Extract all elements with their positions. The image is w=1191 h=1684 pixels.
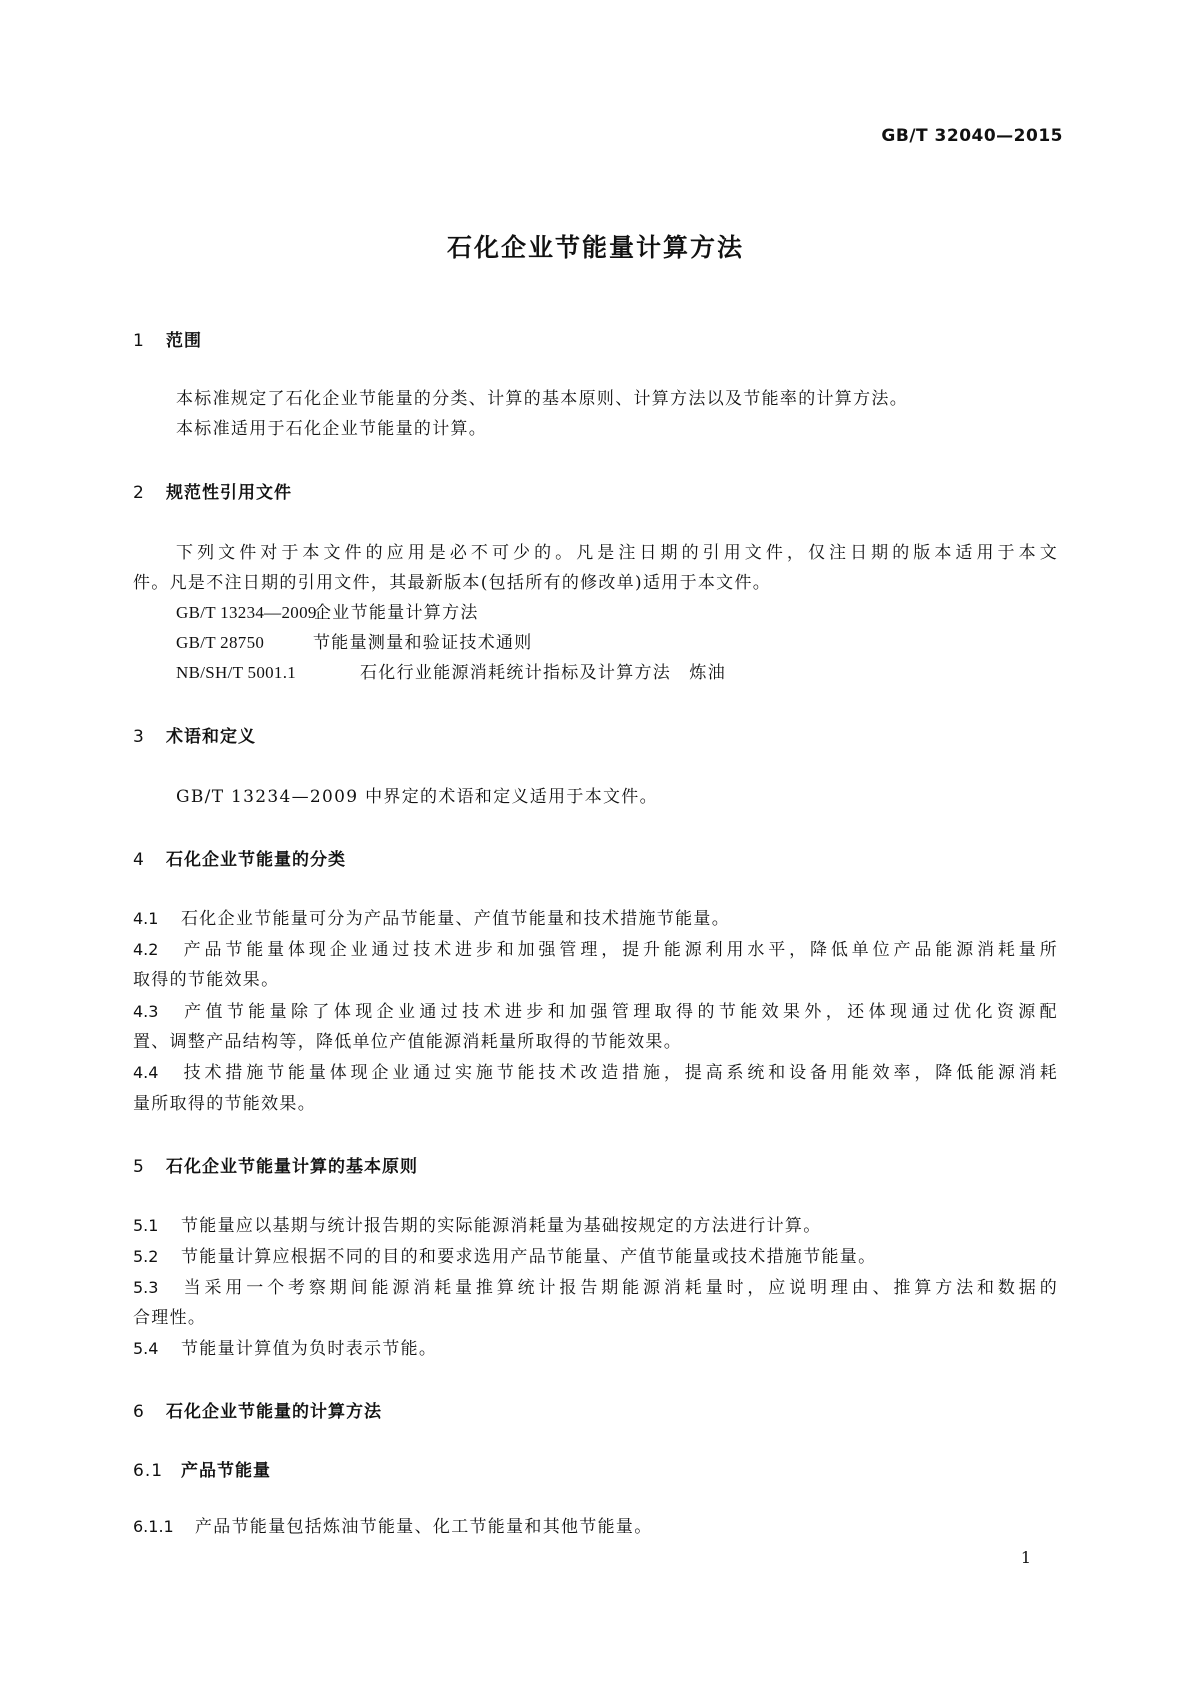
clause-5-3-continued: 合理性。 [133, 1308, 207, 1328]
section-5-heading [133, 1152, 418, 1177]
section-2-heading [133, 478, 292, 503]
section-1-heading [133, 326, 202, 351]
section-3-paragraph: GB/T 13234—2009 中界定的术语和定义适用于本文件。 [176, 787, 658, 807]
clause-text: 石化企业节能量可分为产品节能量、产值节能量和技术措施节能量。 [181, 909, 730, 929]
clause-4-4-continued: 量所取得的节能效果。 [133, 1094, 316, 1114]
clause-5-3 [133, 1273, 1058, 1298]
reference-title: 企业节能量计算方法 [314, 603, 479, 623]
clause-number: 4.1 [133, 909, 159, 928]
clause-text: 技术措施节能量体现企业通过实施节能技术改造措施，提高系统和设备用能效率，降低能源消耗 [181, 1063, 1058, 1083]
reference-item [176, 598, 479, 623]
section-number: 3 [133, 727, 145, 747]
clause-number: 5.4 [133, 1339, 159, 1358]
section-3-heading [133, 722, 256, 747]
clause-text: 节能量计算值为负时表示节能。 [181, 1339, 438, 1359]
clause-4-4 [133, 1058, 1058, 1083]
clause-text: 当采用一个考察期间能源消耗量推算统计报告期能源消耗量时，应说明理由、推算方法和数据的 [181, 1278, 1058, 1298]
subsection-6-1-heading [133, 1456, 271, 1481]
clause-number: 5.3 [133, 1278, 159, 1297]
clause-5-2 [133, 1242, 876, 1267]
clause-text: 节能量计算应根据不同的目的和要求选用产品节能量、产值节能量或技术措施节能量。 [181, 1247, 877, 1267]
reference-title: 石化行业能源消耗统计指标及计算方法 炼油 [360, 663, 726, 683]
clause-6-1-1 [133, 1512, 653, 1537]
clause-4-2-continued: 取得的节能效果。 [133, 970, 280, 990]
section-title: 范围 [166, 331, 202, 351]
clause-number: 4.2 [133, 940, 159, 959]
subsection-number: 6.1 [133, 1461, 164, 1481]
section-number: 6 [133, 1402, 145, 1422]
clause-number: 4.4 [133, 1063, 159, 1082]
reference-item [176, 658, 726, 683]
section-number: 2 [133, 483, 145, 503]
section-number: 5 [133, 1157, 145, 1177]
section-number: 4 [133, 850, 145, 870]
clause-number: 4.3 [133, 1002, 159, 1021]
section-1-paragraph-2: 本标准适用于石化企业节能量的计算。 [176, 419, 488, 439]
section-title: 石化企业节能量的计算方法 [166, 1402, 382, 1422]
section-1-paragraph-1: 本标准规定了石化企业节能量的分类、计算的基本原则、计算方法以及节能率的计算方法。 [176, 389, 908, 409]
reference-code: NB/SH/T 5001.1 [176, 663, 297, 682]
standard-code: GB/T 32040—2015 [881, 126, 1063, 146]
section-number: 1 [133, 331, 145, 351]
section-title: 术语和定义 [166, 727, 256, 747]
clause-number: 5.2 [133, 1247, 159, 1266]
reference-code: GB/T 28750 [176, 633, 265, 652]
section-4-heading [133, 845, 346, 870]
clause-text: 产值节能量除了体现企业通过技术进步和加强管理取得的节能效果外，还体现通过优化资源配 [181, 1002, 1058, 1022]
clause-text: 产品节能量体现企业通过技术进步和加强管理，提升能源利用水平，降低单位产品能源消耗量所 [181, 940, 1058, 960]
reference-item [176, 628, 533, 653]
section-6-heading [133, 1397, 382, 1422]
clause-5-1 [133, 1211, 822, 1236]
subsection-title: 产品节能量 [181, 1461, 271, 1481]
clause-5-4 [133, 1334, 437, 1359]
page-number: 1 [1020, 1548, 1031, 1567]
section-title: 规范性引用文件 [166, 483, 292, 503]
section-title: 石化企业节能量计算的基本原则 [166, 1157, 418, 1177]
section-2-paragraph-line-2: 件。凡是不注日期的引用文件，其最新版本(包括所有的修改单)适用于本文件。 [133, 573, 772, 593]
clause-4-3-continued: 置、调整产品结构等，降低单位产值能源消耗量所取得的节能效果。 [133, 1032, 682, 1052]
section-title: 石化企业节能量的分类 [166, 850, 346, 870]
reference-code: GB/T 13234—2009 [176, 603, 317, 622]
clause-text: 产品节能量包括炼油节能量、化工节能量和其他节能量。 [195, 1517, 653, 1537]
clause-text: 节能量应以基期与统计报告期的实际能源消耗量为基础按规定的方法进行计算。 [181, 1216, 822, 1236]
clause-4-1 [133, 904, 730, 929]
section-2-paragraph-line-1: 下列文件对于本文件的应用是必不可少的。凡是注日期的引用文件，仅注日期的版本适用于本文 [176, 543, 1058, 563]
document-title: 石化企业节能量计算方法 [446, 233, 744, 262]
clause-4-2 [133, 935, 1058, 960]
reference-title: 节能量测量和验证技术通则 [313, 633, 533, 653]
clause-4-3 [133, 997, 1058, 1022]
clause-number: 5.1 [133, 1216, 159, 1235]
clause-number: 6.1.1 [133, 1517, 174, 1536]
